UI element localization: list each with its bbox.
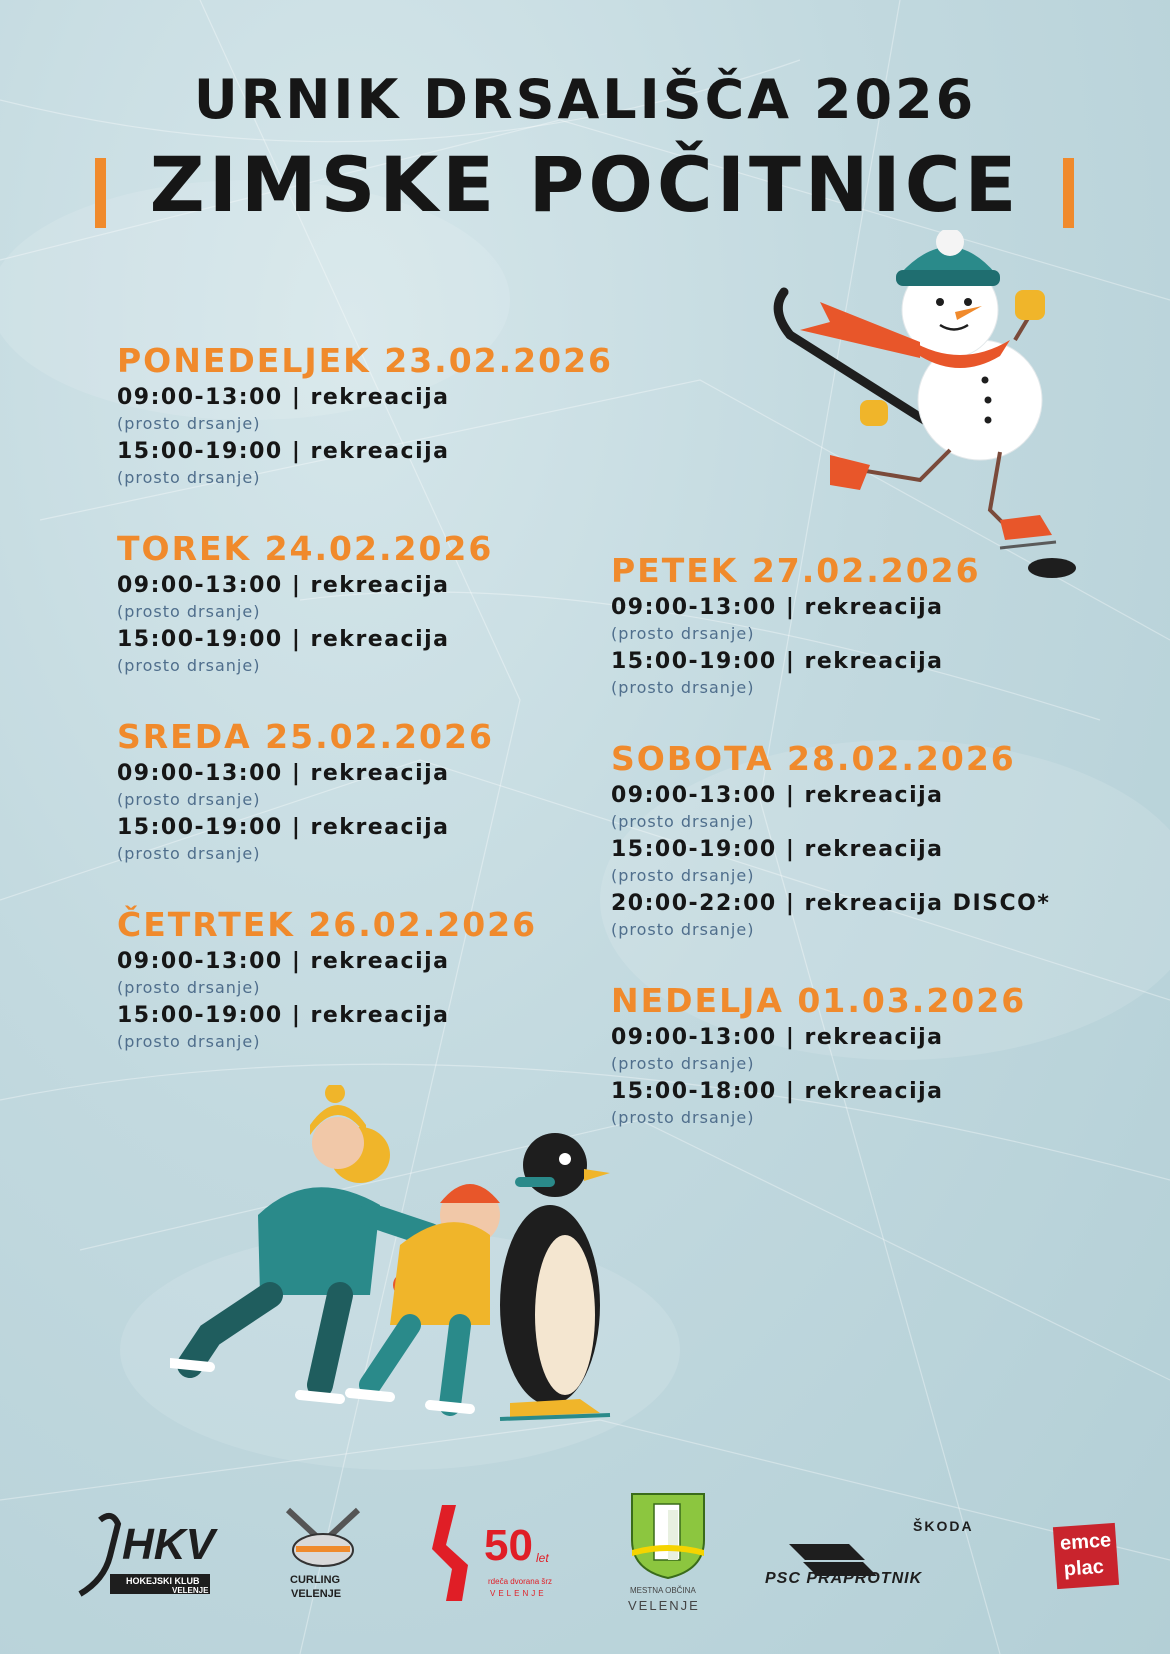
day-title: TOREK 24.02.2026 [117,529,494,568]
slot-time: 15:00-19:00 | rekreacija [611,837,944,862]
day-title: SREDA 25.02.2026 [117,717,494,756]
logo-hkv-abbr: HKV [122,1520,215,1569]
day-tuesday [117,529,493,677]
time-slot [611,647,981,699]
day-monday [117,341,613,489]
slot-time: 15:00-19:00 | rekreacija [117,1003,450,1028]
slot-note: (prosto drsanje) [611,866,755,885]
slot-time: 09:00-13:00 | rekreacija [117,949,450,974]
slot-time: 15:00-19:00 | rekreacija [117,815,450,840]
logo-moc-line2: VELENJE [628,1598,700,1613]
logo-moc-line1: MESTNA OBČINA [630,1586,696,1595]
logo-hkv-line1: HOKEJSKI KLUB [126,1576,200,1586]
logo-mestna-obcina-velenje [622,1490,712,1625]
slot-time: 15:00-19:00 | rekreacija [117,439,450,464]
time-slot [117,625,493,677]
time-slot [611,835,1050,887]
logo-skoda-psc-praprotnik [765,1518,995,1598]
time-slot [117,813,494,865]
logo-hkv-line2: VELENJE [172,1586,209,1595]
slot-time: 09:00-13:00 | rekreacija [611,783,944,808]
coat-of-arms-icon [628,1490,708,1580]
slot-note: (prosto drsanje) [611,1108,755,1127]
slot-note: (prosto drsanje) [117,1032,261,1051]
slot-note: (prosto drsanje) [117,602,261,621]
slot-note: (prosto drsanje) [611,624,755,643]
curling-stone-icon [278,1502,368,1572]
day-title: ČETRTEK 26.02.2026 [117,905,538,944]
logo-skoda-brand: ŠKODA [913,1518,974,1534]
time-slot [611,781,1050,833]
slot-time: 15:00-18:00 | rekreacija [611,1079,944,1104]
logo-curling-line1: CURLING [290,1574,341,1586]
slot-note: (prosto drsanje) [117,844,261,863]
logo-emce-plac [1053,1523,1119,1589]
logo-emce-line2: plac [1063,1555,1105,1581]
schedule-title: URNIK DRSALIŠČA 2026 [193,68,977,131]
schedule-subtitle: ZIMSKE POČITNICE [149,140,1021,229]
day-sunday [611,981,1026,1129]
day-wednesday [117,717,494,865]
slot-time: 15:00-19:00 | rekreacija [117,627,450,652]
slot-time: 09:00-13:00 | rekreacija [611,595,944,620]
slot-note: (prosto drsanje) [117,468,261,487]
time-slot [611,1077,1026,1129]
day-title: PETEK 27.02.2026 [611,551,981,590]
time-slot [117,1001,537,1053]
time-slot [611,1023,1026,1075]
day-thursday [117,905,537,1053]
slot-note: (prosto drsanje) [117,790,261,809]
logo-rdeca-dvorana [432,1505,582,1605]
snowman-hockey-illustration [760,230,1080,590]
slot-note: (prosto drsanje) [117,414,261,433]
logo-curling-velenje [278,1502,368,1612]
logo-rdv-number: 50 [484,1521,533,1570]
slot-time: 09:00-13:00 | rekreacija [611,1025,944,1050]
slot-note: (prosto drsanje) [117,978,261,997]
time-slot [117,947,537,999]
logo-psc-name: PSC PRAPROTNIK [765,1570,923,1587]
slot-note: (prosto drsanje) [611,812,755,831]
time-slot [117,571,493,623]
day-title: NEDELJA 01.03.2026 [611,981,1027,1020]
time-slot [611,593,981,645]
slot-time: 20:00-22:00 | rekreacija DISCO* [611,891,1051,916]
slot-time: 09:00-13:00 | rekreacija [117,385,450,410]
logo-rdv-line2: VELENJE [490,1589,547,1598]
logo-rdv-suffix: let [536,1551,549,1565]
time-slot [117,383,613,435]
red-hall-icon [432,1505,482,1601]
slot-time: 15:00-19:00 | rekreacija [611,649,944,674]
time-slot [117,759,494,811]
logo-curling-line2: VELENJE [291,1588,342,1600]
slot-note: (prosto drsanje) [611,678,755,697]
logo-emce-line1: emce [1059,1529,1112,1555]
slot-note: (prosto drsanje) [611,1054,755,1073]
kids-skating-penguin-illustration [170,1085,630,1425]
time-slot [611,889,1050,941]
accent-bar-right [1063,158,1074,228]
day-saturday [611,739,1050,941]
slot-note: (prosto drsanje) [117,656,261,675]
slot-note: (prosto drsanje) [611,920,755,939]
slot-time: 09:00-13:00 | rekreacija [117,761,450,786]
day-title: SOBOTA 28.02.2026 [611,739,1016,778]
logo-hkv [60,1510,220,1600]
time-slot [117,437,613,489]
logo-rdv-line1: rdeča dvorana šrz [488,1577,553,1586]
day-title: PONEDELJEK 23.02.2026 [117,341,614,380]
slot-time: 09:00-13:00 | rekreacija [117,573,450,598]
